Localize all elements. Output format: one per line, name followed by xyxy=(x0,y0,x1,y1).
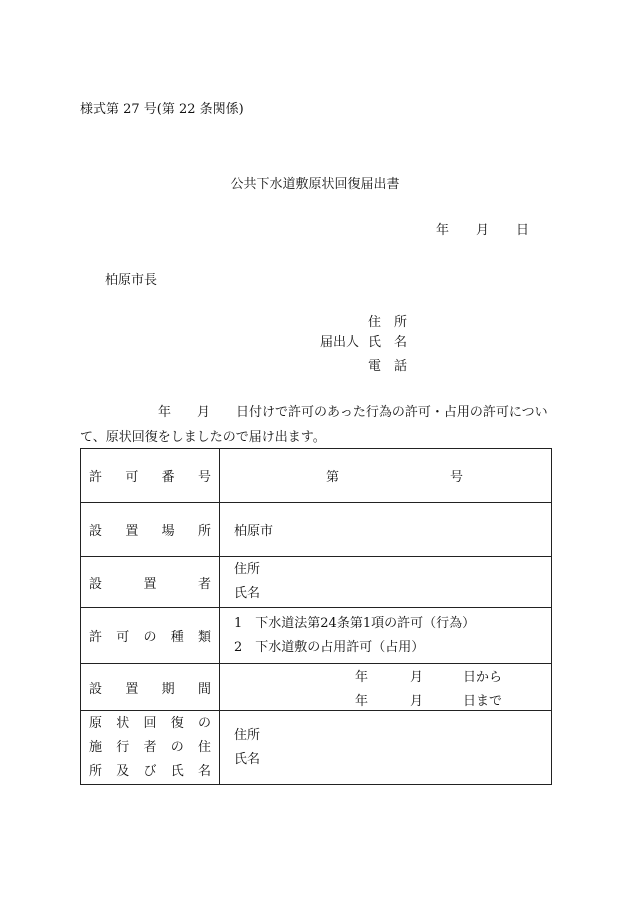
applicant-name-label: 氏 名 xyxy=(368,335,408,350)
label-char: 所 xyxy=(89,763,103,779)
label-period xyxy=(81,664,220,711)
label-permit-number xyxy=(81,449,220,503)
label-char: 回 xyxy=(143,715,157,731)
label-char: の xyxy=(170,739,184,755)
row-location xyxy=(81,503,552,557)
label-char: 設 xyxy=(89,576,103,592)
value-period[interactable] xyxy=(220,664,552,711)
period-start-year: 年 xyxy=(355,670,369,685)
restorer-name-label: 氏名 xyxy=(234,751,261,767)
statement-year: 年 xyxy=(158,405,172,420)
period-start-from: 日から xyxy=(463,670,503,685)
label-char: 可 xyxy=(116,630,130,645)
label-char: 置 xyxy=(125,681,139,697)
period-end-until: 日まで xyxy=(463,694,503,709)
date-day-label: 日 xyxy=(516,223,530,238)
label-char: 者 xyxy=(143,739,157,755)
installer-address-label: 住所 xyxy=(234,562,261,577)
label-char: 号 xyxy=(197,470,211,485)
label-restorer xyxy=(81,711,220,785)
label-char: 施 xyxy=(89,739,103,755)
restorer-address-label: 住所 xyxy=(234,727,261,743)
row-installer xyxy=(81,557,552,608)
label-char: 氏 xyxy=(170,763,184,779)
permit-number-suffix: 号 xyxy=(450,469,464,485)
label-char: 場 xyxy=(161,524,175,539)
label-char: 原 xyxy=(89,715,103,731)
label-char: 番 xyxy=(161,470,175,485)
label-char: 者 xyxy=(197,576,211,592)
label-char: の xyxy=(197,715,211,731)
value-permit-type[interactable] xyxy=(220,608,552,664)
value-restorer[interactable] xyxy=(220,711,552,785)
applicant-phone-label: 電 話 xyxy=(368,359,408,374)
addressee: 柏原市長 xyxy=(105,273,158,288)
form-number: 様式第 27 号(第 22 条関係) xyxy=(80,102,244,117)
row-restorer xyxy=(81,711,552,785)
statement-month: 月 xyxy=(197,405,211,420)
label-char: 及 xyxy=(116,763,130,779)
label-char: 類 xyxy=(197,630,211,645)
row-permit-type xyxy=(81,608,552,664)
application-table xyxy=(80,448,552,785)
period-end-year: 年 xyxy=(355,694,369,709)
label-char: 期 xyxy=(161,681,175,697)
document-title: 公共下水道敷原状回復届出書 xyxy=(230,177,400,192)
label-char: 置 xyxy=(143,576,157,592)
label-char: 置 xyxy=(125,524,139,539)
label-installer xyxy=(81,557,220,608)
permit-number-prefix: 第 xyxy=(326,469,340,485)
permit-type-option-1[interactable]: 1 下水道法第24条第1項の許可（行為） xyxy=(234,615,476,631)
label-char: 行 xyxy=(116,739,130,755)
date-month-label: 月 xyxy=(476,223,490,238)
label-char: 設 xyxy=(89,524,103,539)
row-period xyxy=(81,664,552,711)
period-start-month: 月 xyxy=(410,670,424,685)
label-char: 設 xyxy=(89,681,103,697)
label-char: 所 xyxy=(197,524,211,539)
permit-type-option-2[interactable]: 2 下水道敷の占用許可（占用） xyxy=(234,639,425,655)
row-permit-number xyxy=(81,449,552,503)
value-installer[interactable] xyxy=(220,557,552,608)
label-char: 可 xyxy=(125,470,139,485)
label-char: び xyxy=(143,763,157,779)
period-end-month: 月 xyxy=(410,694,424,709)
value-permit-number[interactable] xyxy=(220,449,552,503)
label-char: 名 xyxy=(197,763,211,779)
label-char: 種 xyxy=(170,630,184,645)
label-location xyxy=(81,503,220,557)
label-char: の xyxy=(143,630,157,645)
label-char: 許 xyxy=(89,630,103,645)
label-char: 住 xyxy=(197,739,211,755)
label-char: 状 xyxy=(116,715,130,731)
date-year-label: 年 xyxy=(436,223,450,238)
label-char: 復 xyxy=(170,715,184,731)
label-char: 許 xyxy=(89,470,103,485)
statement-text: 日付けで許可のあった行為の許可・占用の許可について、原状回復をしましたので届け出ます。 xyxy=(80,405,548,445)
statement-paragraph xyxy=(80,400,555,450)
applicant-label: 届出人 xyxy=(320,335,360,350)
value-location[interactable]: 柏原市 xyxy=(220,503,552,557)
installer-name-label: 氏名 xyxy=(234,586,261,601)
label-char: 間 xyxy=(197,681,211,697)
label-permit-type xyxy=(81,608,220,664)
applicant-address-label: 住 所 xyxy=(368,315,408,330)
